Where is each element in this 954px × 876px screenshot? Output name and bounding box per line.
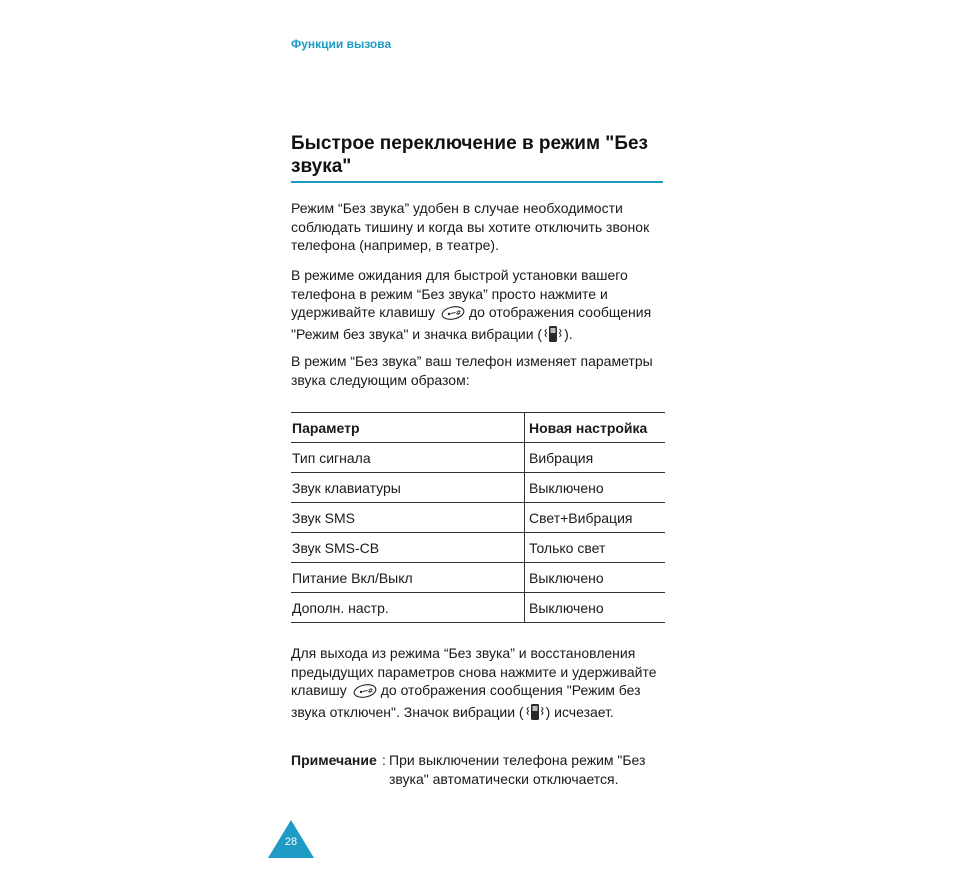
table-cell-value: Только свет [525,533,666,563]
page-number-badge [268,820,314,858]
table-row [291,503,665,533]
paragraph-intro: Режим “Без звука” удобен в случае необходимости соблюдать тишину и когда вы хотите отключить звонок телефона (например, в театре). [291,200,650,253]
paragraph-enable-text-1: В режиме ожидания для быстрой установки вашего телефона в режим “Без звука” просто нажмите и удерживайте клавишу [291,267,628,320]
table-header-row [291,413,665,443]
svg-text:#: # [367,687,374,695]
table-header-new-setting: Новая настройка [525,413,666,443]
note [291,751,663,788]
table-cell-value: Вибрация [525,443,666,473]
paragraph-enable-text-3: ). [564,325,573,342]
paragraph-disable-text-2: до отображения сообщения "Режим без звука отключен". Значок вибрации ( [291,682,641,720]
table-cell-parameter: Звук клавиатуры [291,473,525,503]
paragraph-disable-text-1: Для выхода из режима “Без звука” и восстановления предыдущих параметров снова нажмите и удерживайте клавишу [291,645,657,698]
hash-key-icon [441,306,465,325]
note-colon: : [382,752,386,768]
note-text: При выключении телефона режим "Без звука" автоматически отключается. [389,752,646,787]
table-cell-value: Выключено [525,473,666,503]
table-cell-parameter: Питание Вкл/Выкл [291,563,525,593]
table-row [291,563,665,593]
vibration-icon [543,325,563,348]
title-underline [291,181,663,183]
table-row [291,593,665,623]
table-cell-parameter: Звук SMS-CB [291,533,525,563]
table-row [291,473,665,503]
page-title: Быстрое переключение в режим "Без звука" [291,133,648,177]
hash-key-icon [353,684,377,703]
paragraph-disable-text-3: ) исчезает. [545,703,614,720]
svg-text:#: # [455,309,462,317]
table-row [291,443,665,473]
paragraph-enable [291,266,663,347]
section-header: Функции вызова [291,37,392,51]
table-cell-parameter: Звук SMS [291,503,525,533]
table-cell-parameter: Тип сигнала [291,443,525,473]
table-cell-value: Свет+Вибрация [525,503,666,533]
vibration-icon [525,703,545,726]
paragraph-disable [291,644,663,725]
note-label: Примечание [291,752,377,768]
settings-table [291,412,665,623]
paragraph-settings-intro: В режим “Без звука” ваш телефон изменяет параметры звука следующим образом: [291,353,653,388]
table-cell-value: Выключено [525,593,666,623]
table-cell-value: Выключено [525,563,666,593]
table-cell-parameter: Дополн. настр. [291,593,525,623]
page-number: 28 [284,836,298,848]
table-header-parameter: Параметр [291,413,525,443]
table-row [291,533,665,563]
paragraph-enable-text-2: до отображения сообщения "Режим без звука" и значка вибрации ( [291,304,652,342]
